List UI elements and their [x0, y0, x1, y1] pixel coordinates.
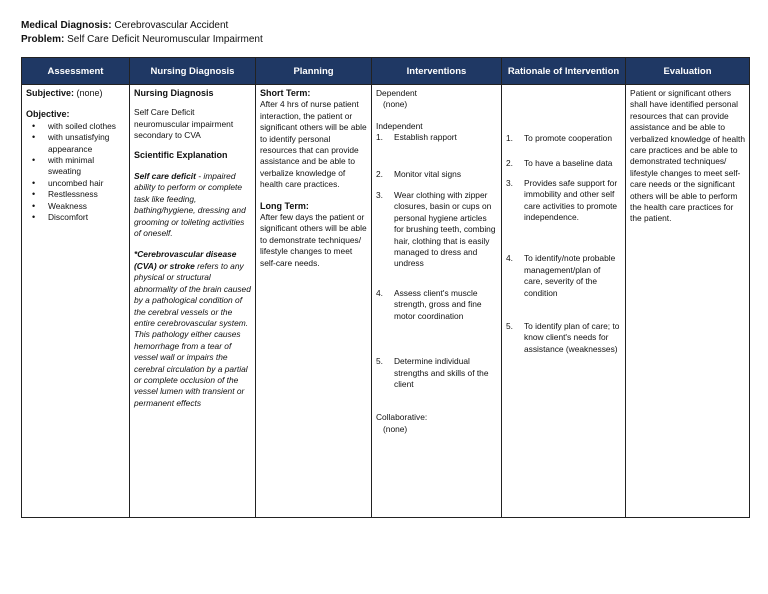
evaluation-cell	[626, 85, 750, 518]
interventions-cell	[372, 85, 502, 518]
document-header	[21, 19, 263, 47]
list-item: • Discomfort	[48, 212, 125, 223]
list-item: • with unsatisfying appearance	[48, 132, 125, 155]
item-number: 2.	[506, 158, 513, 169]
column-header-interventions: Interventions	[372, 58, 502, 85]
list-item	[376, 190, 497, 270]
long-term-text: After few days the patient or significant others will be able to demonstrate techniques/ lifestyle changes to meet self-care needs.	[260, 212, 367, 268]
assessment-cell	[22, 85, 130, 518]
item-number: 4.	[376, 287, 383, 298]
nursing-diagnosis-cell	[130, 85, 256, 518]
item-number: 2.	[376, 168, 383, 179]
list-item	[376, 288, 497, 322]
list-item: • uncombed hair	[48, 178, 125, 189]
item-text: Establish rapport	[394, 132, 457, 143]
item-text: Assess client's muscle strength, gross and fine motor coordination	[394, 287, 482, 321]
item-number: 1.	[376, 132, 383, 143]
list-item	[376, 169, 497, 180]
problem-label: Problem:	[21, 34, 65, 45]
nursing-diagnosis-title: Nursing Diagnosis	[134, 88, 214, 98]
short-term-label: Short Term:	[260, 88, 311, 98]
item-text: Determine individual strengths and skills of the client	[394, 356, 489, 389]
table-header-row	[22, 58, 750, 85]
item-text: Wear clothing with zipper closures, basin or cups on personal hygiene articles for brushing teeth, combing hair, clothing that is easily managed to dress and undress	[394, 190, 496, 269]
item-text: Monitor vital signs	[394, 168, 462, 179]
definition-term: Self care deficit	[134, 171, 196, 182]
scientific-explanation-title: Scientific Explanation	[134, 149, 228, 160]
cva-definition	[134, 249, 251, 409]
collaborative-label: Collaborative:	[376, 412, 428, 423]
list-item	[506, 253, 621, 299]
item-text: To identify/note probable management/plan of care, severity of the condition	[524, 253, 616, 298]
rationale-cell	[502, 85, 626, 518]
list-item: • Weakness	[48, 201, 125, 212]
planning-cell	[256, 85, 372, 518]
subjective-value: (none)	[76, 88, 103, 98]
list-item	[506, 321, 621, 355]
objective-label: Objective:	[26, 109, 70, 120]
dependent-label: Dependent	[376, 88, 417, 98]
list-item	[376, 356, 497, 390]
column-header-planning: Planning	[256, 58, 372, 85]
list-item	[506, 158, 621, 169]
dependent-value: (none)	[383, 99, 408, 110]
list-item: • with soiled clothes	[48, 121, 125, 132]
problem-value: Self Care Deficit Neuromuscular Impairment	[67, 34, 263, 45]
item-text: Provides safe support for immobility and other self care activities to promote independence.	[524, 177, 618, 223]
item-number: 3.	[376, 190, 383, 201]
list-item	[506, 133, 621, 144]
definition-text: refers to any physical or structural abnormality of the brain caused by a pathological condition of the cerebral vessels or the entire cerebrovascular system. This pathology either causes hemorrhage from a tear of vessel wall or impairs the cerebral circulation by a partial or complete occlusion of the vessel lumen with transient or permanent effects	[134, 260, 251, 408]
column-header-nursing-diagnosis: Nursing Diagnosis	[130, 58, 256, 85]
independent-label: Independent	[376, 120, 423, 131]
long-term-label: Long Term:	[260, 200, 309, 211]
definition-term: *Cerebrovascular disease (CVA) or stroke	[134, 249, 237, 271]
table-row	[22, 85, 750, 518]
medical-diagnosis-line	[21, 19, 263, 33]
subjective-line	[26, 88, 125, 99]
column-header-evaluation: Evaluation	[626, 58, 750, 85]
medical-diagnosis-value: Cerebrovascular Accident	[114, 20, 229, 31]
short-term-text: After 4 hrs of nurse patient interaction, the patient or significant others will be able to identify personal resources that can provide assistance and be able to verbalize knowledge of health care practices.	[260, 99, 367, 190]
item-number: 1.	[506, 133, 513, 143]
medical-diagnosis-label: Medical Diagnosis:	[21, 20, 112, 31]
self-care-deficit-definition	[134, 171, 251, 239]
column-header-assessment: Assessment	[22, 58, 130, 85]
list-item: • with minimal sweating	[48, 155, 125, 178]
objective-list	[26, 121, 125, 224]
item-number: 4.	[506, 253, 513, 264]
column-header-rationale: Rationale of Intervention	[502, 58, 626, 85]
subjective-label: Subjective:	[26, 88, 75, 98]
item-text: To have a baseline data	[524, 158, 613, 169]
definition-text: - impaired ability to perform or complete task like feeding, bathing/hygiene, dressing and grooming or toileting activities of oneself.	[134, 171, 246, 239]
nursing-diagnosis-text: Self Care Deficit neuromuscular impairment secondary to CVA	[134, 107, 234, 141]
list-item	[376, 132, 497, 143]
nursing-care-plan-table	[21, 57, 750, 518]
item-number: 5.	[506, 321, 513, 332]
item-number: 5.	[376, 356, 383, 367]
evaluation-text: Patient or significant others shall have identified personal resources that can provide assistance and be able to verbalized knowledge of health care practices and be able to demonstrated techniques/ lifestyle changes to meet self-care needs or the significant others will be able to perform the health care practices for the patient.	[630, 88, 746, 224]
item-number: 3.	[506, 177, 513, 188]
list-item: • Restlessness	[48, 189, 125, 200]
item-text: To identify plan of care; to know client's needs for assistance (weaknesses)	[524, 321, 620, 354]
problem-line	[21, 33, 263, 47]
collaborative-value: (none)	[383, 423, 408, 434]
list-item	[506, 178, 621, 224]
item-text: To promote cooperation	[524, 133, 612, 143]
